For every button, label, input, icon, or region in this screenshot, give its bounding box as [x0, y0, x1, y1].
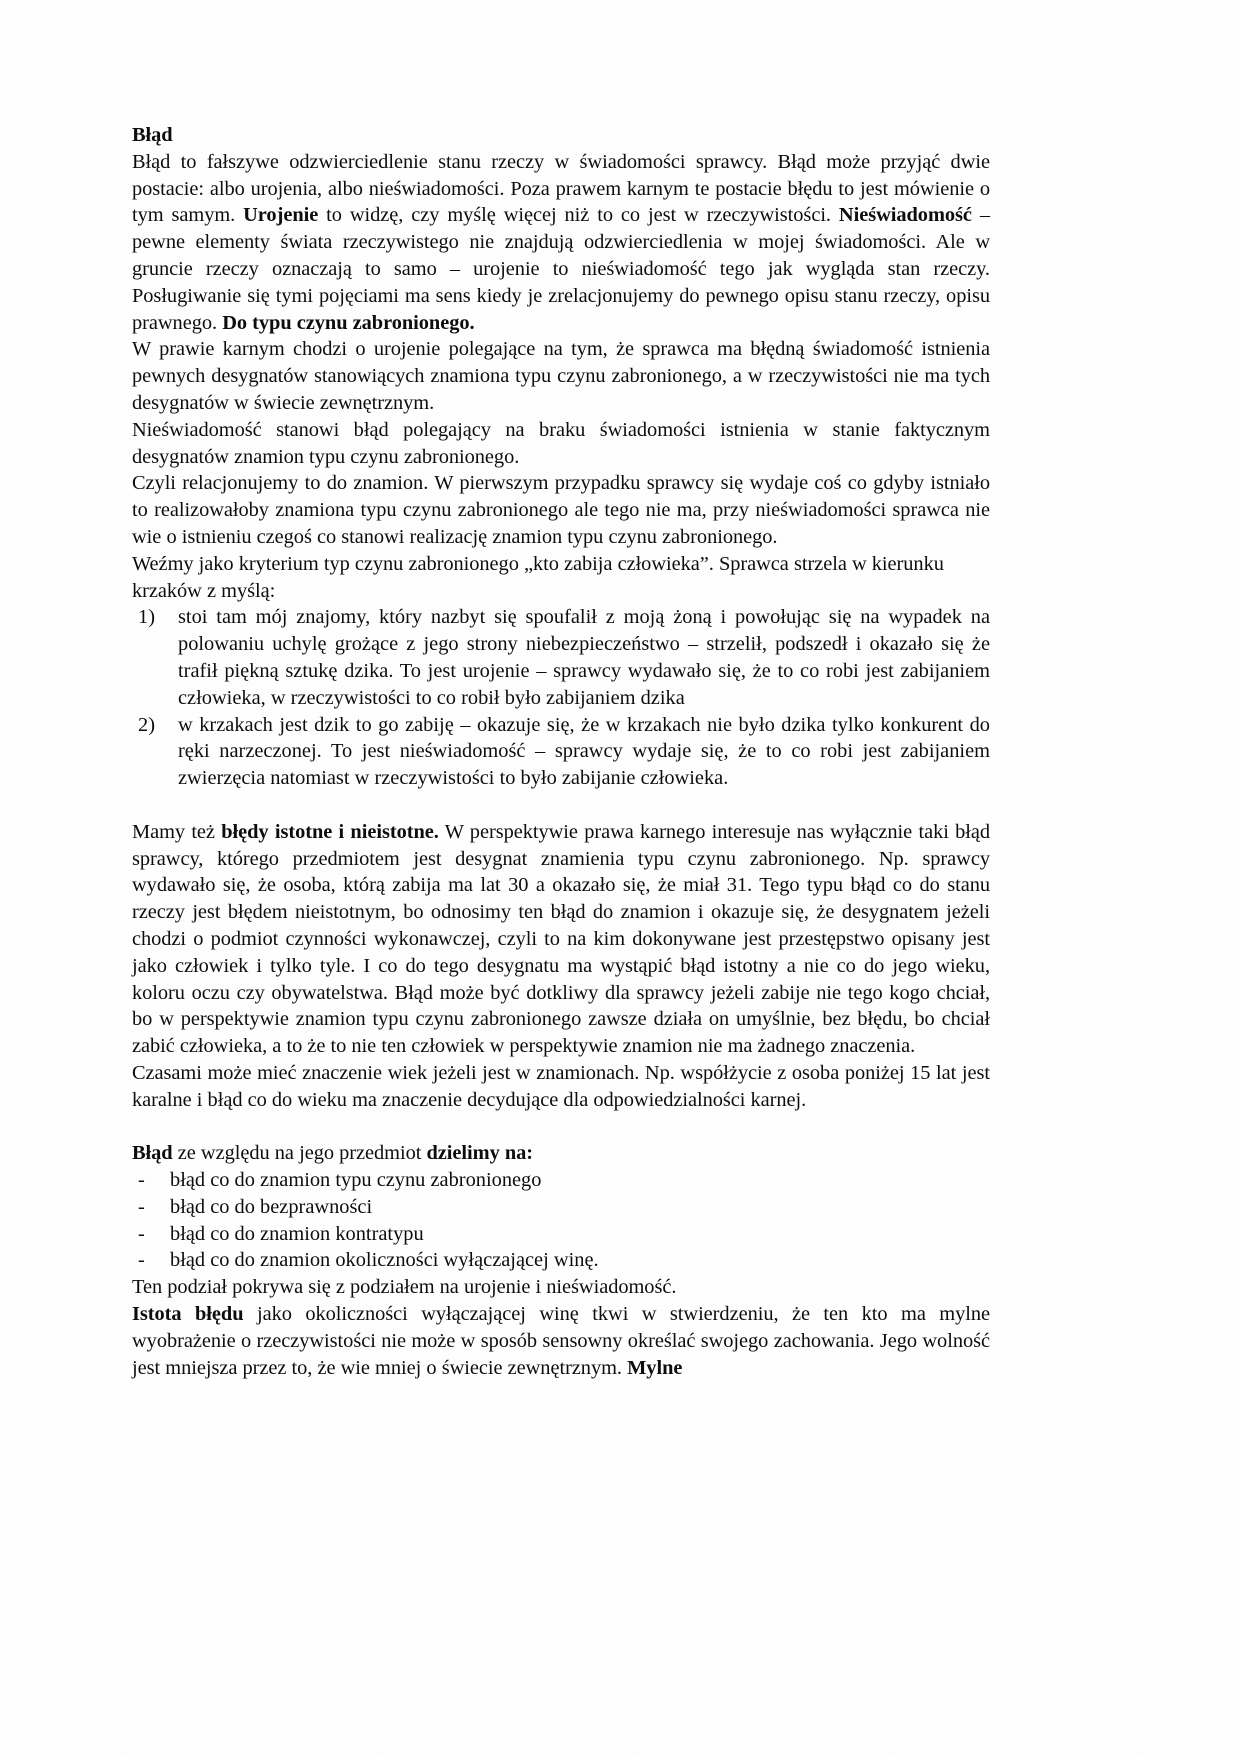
list-marker: -: [138, 1195, 145, 1218]
list-item-text: błąd co do bezprawności: [170, 1195, 373, 1218]
list-marker: 1): [138, 606, 155, 629]
paragraph-wiek-znamiona: [132, 1060, 990, 1114]
emphasis-text: Do typu czynu zabronionego.: [222, 311, 475, 334]
numbered-example-list: [132, 604, 990, 792]
body-text: Błąd to fałszywe odzwierciedlenie stanu rzeczy w świadomości sprawcy. Błąd może przyjąć dwie postacie: albo urojenia, albo nieświadomości. Poza prawem karnym te postacie błędu to jest mówienie o tym samym.: [132, 150, 990, 227]
body-text: W prawie karnym chodzi o urojenie polegające na tym, że sprawca ma błędną świadomość istnienia pewnych desygnatów stanowiących znamiona typu czynu zabronionego, a w rzeczywistości nie ma tych desygnatów w świecie zewnętrznym.: [132, 338, 990, 414]
list-marker: 2): [138, 713, 155, 736]
list-item: [132, 1194, 990, 1221]
body-text: – pewne elementy świata rzeczywistego nie znajdują odzwierciedlenia w mojej świadomości. Ale w gruncie rzeczy oznaczają to samo – urojenie to nieświadomość tego jak wygląda stan rzeczy. Posługiwanie się tymi pojęciami ma sens kiedy je zrelacjonujemy do pewnego opisu stanu rzeczy, opisu prawnego.: [132, 204, 990, 334]
list-item: [132, 1247, 990, 1274]
body-text: Weźmy jako kryterium typ czynu zabronionego „kto zabija człowieka”. Sprawca strzela w kierunku krzaków z myślą:: [132, 552, 944, 602]
paragraph-intro-blad: [132, 149, 990, 337]
paragraph-podzial-heading: [132, 1140, 990, 1167]
list-marker: -: [138, 1169, 145, 1192]
body-text: ze względu na jego przedmiot: [172, 1142, 427, 1165]
dash-bullet-list: [132, 1167, 990, 1274]
paragraph-bledy-istotne-nieistotne: [132, 819, 990, 1060]
list-item-text: w krzakach jest dzik to go zabiję – okazuje się, że w krzakach nie było dzika tylko konkurent do ręki narzeczonej. To jest nieświadomość – sprawcy wydaje się, że to co robi jest zabijaniem zwierzęcia natomiast w rzeczywistości to było zabijanie człowieka.: [178, 713, 990, 790]
paragraph-spacer: [132, 792, 990, 819]
list-item-text: błąd co do znamion typu czynu zabronionego: [170, 1169, 542, 1192]
body-text: Ten podział pokrywa się z podziałem na urojenie i nieświadomość.: [132, 1276, 677, 1299]
document-body: [132, 122, 990, 1381]
body-text: Nieświadomość stanowi błąd polegający na braku świadomości istnienia w stanie faktycznym desygnatów znamion typu czynu zabronionego.: [132, 418, 990, 468]
body-text: to widzę, czy myślę więcej niż to co jest w rzeczywistości.: [318, 204, 839, 227]
body-text: Czasami może mieć znaczenie wiek jeżeli jest w znamionach. Np. współżycie z osoba poniżej 15 lat jest karalne i błąd co do wieku ma znaczenie decydujące dla odpowiedzialności karnej.: [132, 1061, 990, 1111]
list-item: [132, 712, 990, 792]
paragraph-istota-bledu: [132, 1301, 990, 1381]
list-item-text: błąd co do znamion okoliczności wyłączającej winę.: [170, 1249, 599, 1272]
list-item-text: błąd co do znamion kontratypu: [170, 1222, 424, 1245]
paragraph-relacjonowanie-znamion: [132, 470, 990, 550]
page-title: Błąd: [132, 124, 173, 146]
list-item: [132, 1167, 990, 1194]
list-item-text: stoi tam mój znajomy, który nazbyt się spoufalił z moją żoną i powołując się na wypadek na polowaniu uchylę grożące z jego strony niebezpieczeństwo – strzelił, podszedł i okazało się że trafił piękną sztukę dzika. To jest urojenie – sprawcy wydawało się, że to co robi jest zabijaniem człowieka, w rzeczywistości to co robił było zabijaniem dzika: [178, 606, 990, 709]
emphasis-text: Mylne: [627, 1356, 683, 1379]
body-text: W perspektywie prawa karnego interesuje nas wyłącznie taki błąd sprawcy, którego przedmiotem jest desygnat znamienia typu czynu zabronionego. Np. sprawcy wydawało się, że osoba, którą zabija ma lat 30 a okazało się, że miał 31. Tego typu błąd co do stanu rzeczy jest błędem nieistotnym, bo odnosimy ten błąd do znamion i okazuje się, że desygnatem jeżeli chodzi o podmiot czynności wykonawczej, czyli to na kim dokonywane jest przestępstwo opisany jest jako człowiek i tylko tyle. I co do tego desygnatu ma wystąpić błąd istotny a nie co do jego wieku, koloru oczu czy obywatelstwa. Błąd może być dotkliwy dla sprawcy jeżeli zabije nie tego kogo chciał, bo w perspektywie znamion typu czynu zabronionego zawsze działa on umyślnie, bez błędu, bo chciał zabić człowieka, a to że to nie ten człowiek w perspektywie znamion nie ma żadnego znaczenia.: [132, 820, 991, 1058]
emphasis-text: Istota błędu: [132, 1303, 244, 1326]
paragraph-urojenie-definition: [132, 336, 990, 416]
paragraph-spacer: [132, 1113, 990, 1140]
emphasis-text: dzielimy na:: [426, 1142, 534, 1165]
paragraph-podzial-pokrywa: [132, 1274, 990, 1301]
paragraph-kryterium-example: [132, 551, 990, 605]
list-marker: -: [138, 1222, 145, 1245]
paragraph-nieswiadomosc-definition: [132, 417, 990, 471]
body-text: Czyli relacjonujemy to do znamion. W pierwszym przypadku sprawcy się wydaje coś co gdyby istniało to realizowałoby znamiona typu czynu zabronionego ale tego nie ma, przy nieświadomości sprawca nie wie o istnieniu czegoś co stanowi realizację znamion typu czynu zabronionego.: [132, 472, 990, 548]
list-marker: -: [138, 1249, 145, 1272]
body-text: jako okoliczności wyłączającej winę tkwi w stwierdzeniu, że ten kto ma mylne wyobrażenie o rzeczywistości nie może w sposób sensowny określać swojego zachowania. Jego wolność jest mniejsza przez to, że wie mniej o świecie zewnętrznym.: [132, 1303, 991, 1379]
list-item: [132, 1221, 990, 1248]
emphasis-text: Błąd: [132, 1142, 173, 1165]
body-text: Mamy też: [132, 820, 222, 843]
emphasis-text: Urojenie: [243, 204, 319, 227]
list-item: [132, 604, 990, 711]
emphasis-text: Nieświadomość: [838, 204, 972, 227]
emphasis-text: błędy istotne i nieistotne.: [221, 820, 439, 843]
